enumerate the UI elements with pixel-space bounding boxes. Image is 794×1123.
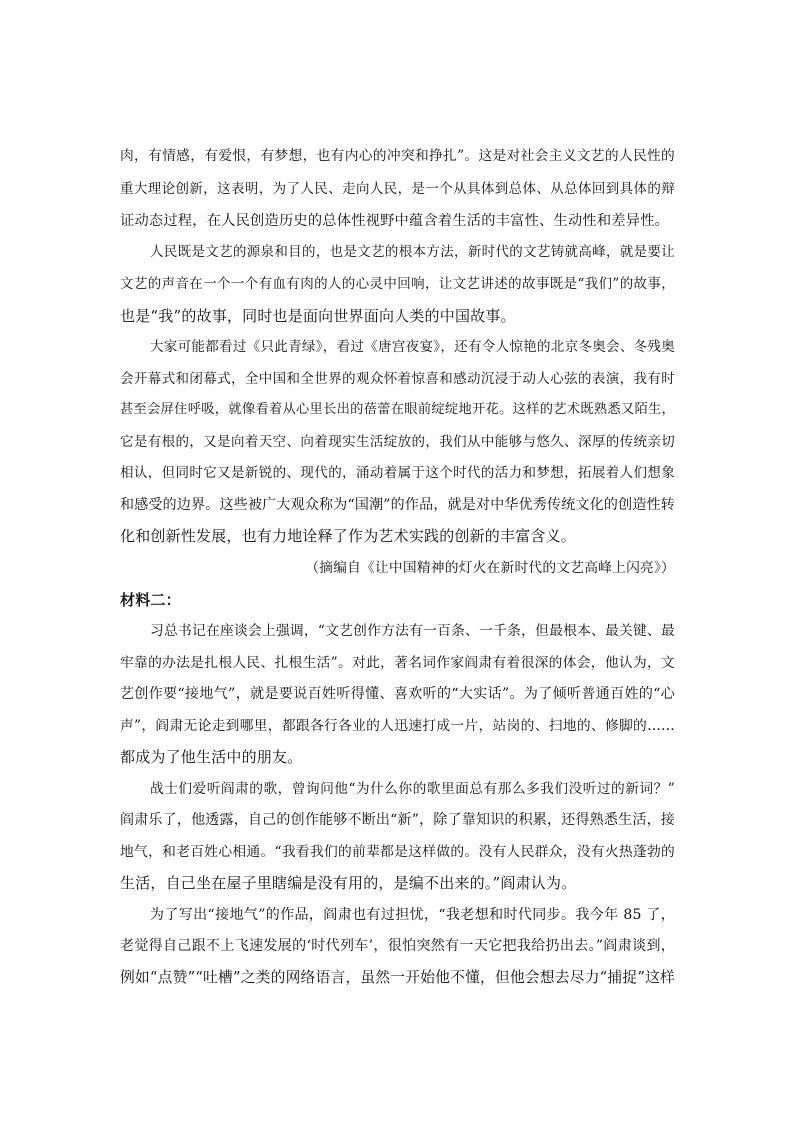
paragraph-line: 都成为了他生活中的朋友。 <box>120 748 303 766</box>
paragraph-line: 为了写出“接地气”的作品，阎肃也有过担忧，“我老想和时代同步。我今年 85 了， <box>150 907 675 923</box>
paragraph-line: 例如“点赞”“吐槽”之类的网络语言，虽然一开始他不懂，但他会想去尽力“捕捉”这样 <box>120 969 675 986</box>
section-heading: 材料二： <box>120 591 181 609</box>
paragraph-line: 它是有根的，又是向着天空、向着现实生活绽放的，我们从中能够与悠久、深厚的传统亲切 <box>120 434 675 450</box>
paragraph-line: 人民既是文艺的源泉和目的，也是文艺的根本方法，新时代的文艺铸就高峰，就是要让 <box>150 244 675 260</box>
paragraph-line: 阎肃乐了，他透露，自己的创作能够不断出“新”，除了靠知识的积累，还得熟悉生活，接 <box>120 812 675 828</box>
paragraph-line: 艺创作要“接地气”，就是要说百姓听得懂、喜欢听的“大实话”。为了倾听普通百姓的“心 <box>120 686 675 702</box>
paragraph-line: 大家可能都看过《只此青绿》，看过《唐宫夜宴》，还有令人惊艳的北京冬奥会、冬残奥 <box>150 339 675 355</box>
source-citation: （摘编自《让中国精神的灯火在新时代的文艺高峰上闪亮》） <box>305 560 675 576</box>
paragraph-line: 重大理论创新，这表明，为了人民、走向人民，是一个从具体到总体、从总体回到具体的辩 <box>120 181 675 197</box>
paragraph-line: 文艺的声音在一个一个有血有肉的人的心灵中回响，让文艺讲述的故事既是“我们”的故事， <box>120 276 675 292</box>
paragraph-line: 牢靠的办法是扎根人民、扎根生活”。对此，著名词作家阎肃有着很深的体会，他认为，文 <box>120 655 675 671</box>
paragraph-line: 地气，和老百姓心相通。“我看我们的前辈都是这样做的。没有人民群众，没有火热蓬勃的 <box>120 844 675 860</box>
paragraph-line: 声”，阎肃无论走到哪里，都跟各行各业的人迅速打成一片，站岗的、扫地的、修脚的…… <box>120 718 675 734</box>
paragraph-line: 化和创新性发展，也有力地诠释了作为艺术实践的创新的丰富含义。 <box>120 527 577 545</box>
paragraph-line: 战士们爱听阎肃的歌，曾询问他“为什么你的歌里面总有那么多我们没听过的新词？” <box>150 781 675 797</box>
paragraph-line: 生活，自己坐在屋子里瞎编是没有用的，是编不出来的。”阎肃认为。 <box>120 874 577 892</box>
paragraph-line: 和感受的边界。这些被广大观众称为“国潮”的作品，就是对中华优秀传统文化的创造性转 <box>120 497 675 513</box>
paragraph-line: 甚至会屏住呼吸，就像看着从心里长出的蓓蕾在眼前绽绽地开花。这样的艺术既熟悉又陌生， <box>120 402 675 417</box>
paragraph-line: 老觉得自己跟不上飞速发展的‘时代列车’，很怕突然有一天它把我给扔出去。”阎肃谈到， <box>120 938 675 954</box>
paragraph-line: 会开幕式和闭幕式，全中国和全世界的观众怀着惊喜和感动沉浸于动人心弦的表演，我有时 <box>120 371 675 387</box>
paragraph-line: 相认，但同时它又是新锐的、现代的，涌动着属于这个时代的活力和梦想，拓展着人们想象 <box>120 465 675 481</box>
paragraph-line: 肉，有情感，有爱恨，有梦想，也有内心的冲突和挣扎”。这是对社会主义文艺的人民性的 <box>120 148 675 164</box>
paragraph-line: 也是“我”的故事，同时也是面向世界面向人类的中国故事。 <box>120 307 516 325</box>
paragraph-line: 习总书记在座谈会上强调，“文艺创作方法有一百条、一千条，但最根本、最关键、最 <box>150 623 675 639</box>
paragraph-line: 证动态过程，在人民创造历史的总体性视野中蕴含着生活的丰富性、生动性和差异性。 <box>120 213 670 229</box>
